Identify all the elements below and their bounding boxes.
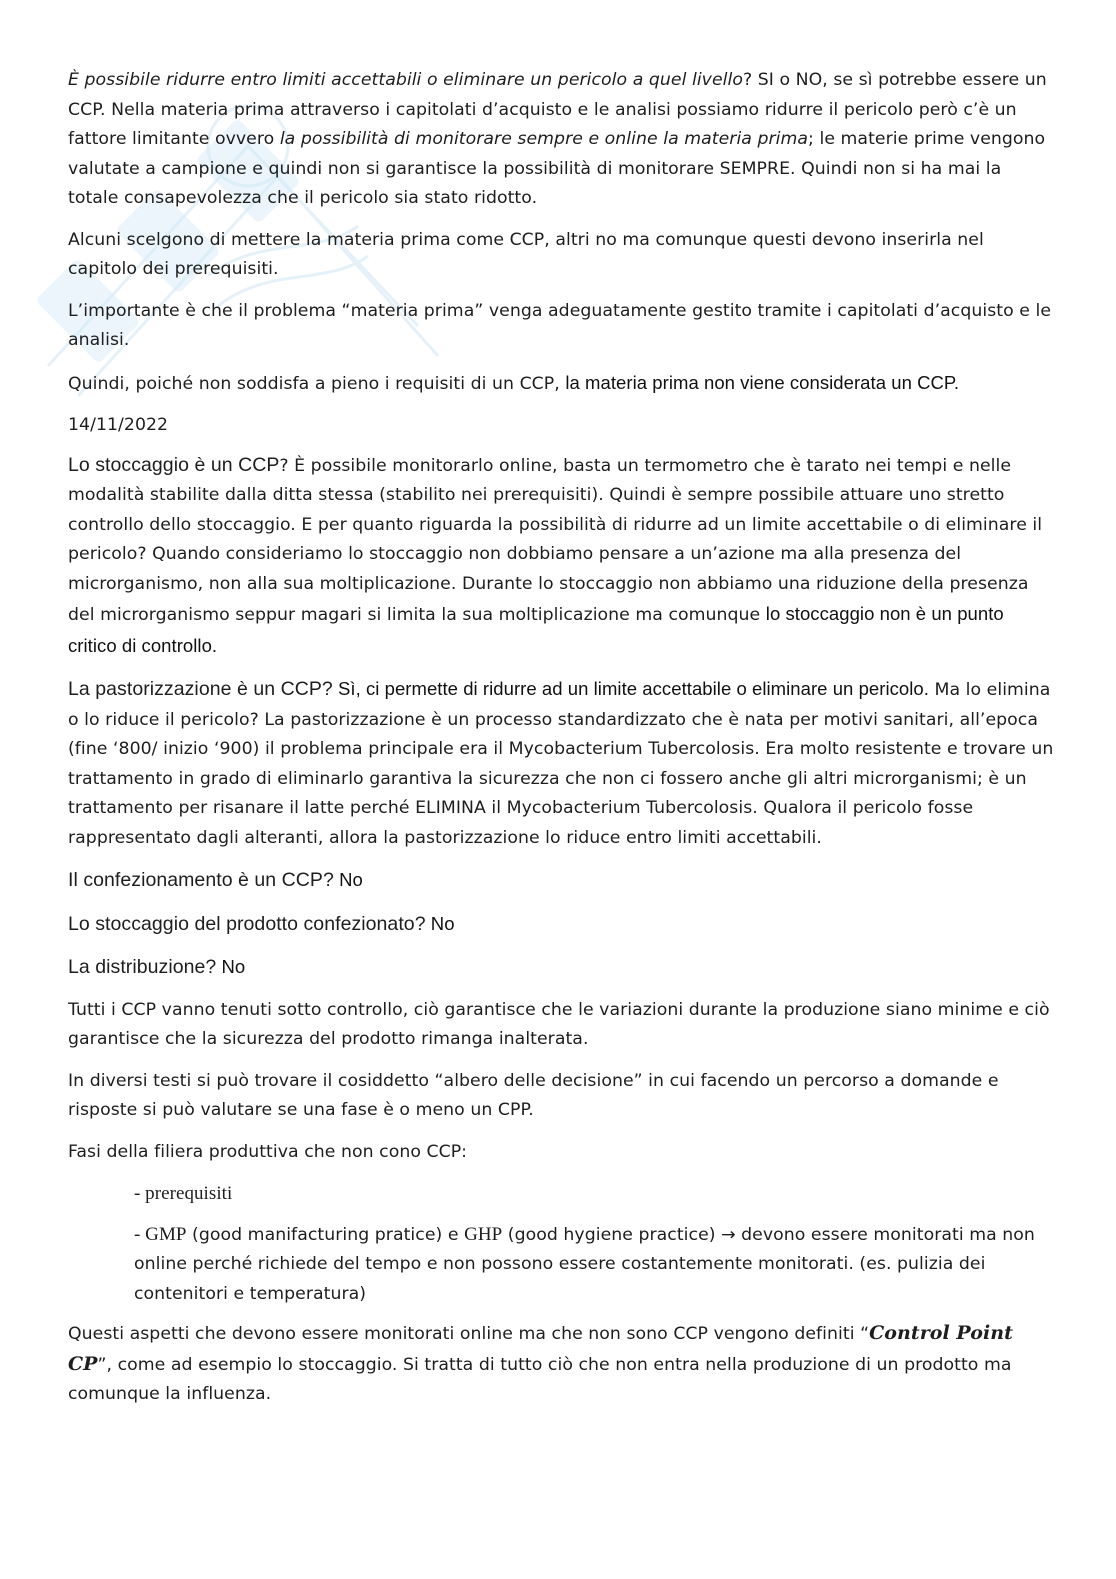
ghp-label: GHP <box>464 1223 503 1245</box>
non-ccp-list <box>68 1179 1054 1309</box>
paragraph-storage <box>68 451 1054 663</box>
control-point-term: Control Point CP <box>68 1322 1013 1375</box>
paragraph-text: ; le materie prime vengono valutate a campione e quindi non si garantisce la possibilità di monitorare SEMPRE. Quindi non si ha mai la totale consapevolezza che il pericolo sia stato ridotto. <box>68 129 1046 208</box>
paragraph-raw-material-question <box>68 66 1054 214</box>
document-page <box>68 66 1054 1422</box>
question-text: La distribuzione? <box>68 956 217 978</box>
paragraph-text: Questi aspetti che devono essere monitorati online ma che non sono CCP vengono definiti “ <box>68 1324 870 1344</box>
paragraph-text: ”, come ad esempio lo stoccaggio. Si tratta di tutto ciò che non entra nella produzione di un prodotto ma comunque la influenza. <box>68 1354 1012 1404</box>
list-item-text: (good manifacturing pratice) e <box>186 1224 465 1245</box>
paragraph-text: Ma lo elimina o lo riduce il pericolo? La pastorizzazione è un processo standardizzato che è nata per motivi sanitari, all’epoca (fine ‘800/ inizio ‘900) il problema principale era il Mycobacterium Tubercolosis. Era molto resistente e trovare un trattamento in grado di eliminarlo garantiva la sicurezza che non ci fossero anche gli altri microrganismi; è un trattamento per risanare il latte perché ELIMINA il Mycobacterium Tubercolosis. Qualora il pericolo fosse rappresentato dagli alteranti, allora la pastorizzazione lo riduce entro limiti accettabili. <box>68 680 1054 848</box>
paragraph-non-ccp-phases: Fasi della filiera produttiva che non cono CCP: <box>68 1141 468 1162</box>
paragraph-control-point <box>68 1319 1054 1410</box>
question-heading: La pastorizzazione è un CCP? <box>68 678 333 700</box>
answer-text: No <box>425 912 455 934</box>
paragraph-raw-material-management: L’importante è che il problema “materia prima” venga adeguatamente gestito tramite i capitolati d’acquisto e le analisi. <box>68 300 1052 350</box>
italic-question: È possibile ridurre entro limiti accettabili o eliminare un pericolo a quel livello <box>68 70 743 90</box>
paragraph-text: ? È possibile monitorarlo online, basta un termometro che è tarato nei tempi e nelle modalità stabilite dalla ditta stessa (stabilito nei prerequisiti). Quindi è sempre possibile attuare uno stretto controllo dello stoccaggio. E per quanto riguarda la possibilità di ridurre ad un limite accettabile o di eliminare il pericolo? Quando consideriamo lo stoccaggio non dobbiamo pensare a un’azione ma alla presenza del microrganismo, non alla sua moltiplicazione. Durante lo stoccaggio non abbiamo una riduzione della presenza del microrganismo seppur magari si limita la sua moltiplicazione ma comunque <box>68 455 1043 625</box>
question-packaging <box>68 865 1054 897</box>
question-text: Il confezionamento è un CCP? <box>68 869 334 891</box>
list-item-text: - prerequisiti <box>134 1183 233 1204</box>
answer-text: No <box>333 869 363 890</box>
question-text: Lo stoccaggio del prodotto confezionato? <box>68 912 426 935</box>
list-item <box>134 1179 1054 1210</box>
question-packaged-storage <box>68 909 1054 941</box>
paragraph-prerequisites: Alcuni scelgono di mettere la materia prima come CCP, altri no ma comunque questi devono inserirla nel capitolo dei prerequisiti. <box>68 229 984 279</box>
paragraph-text: ? SI o NO, se sì potrebbe essere un CCP. Nella materia prima attraverso i capitolati d’acquisto e le analisi possiamo ridurre il pericolo però c’è un fattore limitante ovvero <box>68 70 1047 149</box>
list-item <box>134 1220 1054 1310</box>
paragraph-decision-tree: In diversi testi si può trovare il cosiddetto “albero delle decisione” in cui facendo un percorso a domande e risposte si può valutare se una fase è o meno un CPP. <box>68 1070 999 1120</box>
question-distribution <box>68 952 1054 984</box>
lecture-date: 14/11/2022 <box>68 415 169 435</box>
conclusion-text: Sì, ci permette di ridurre ad un limite accettabile o eliminare un pericolo. <box>332 678 929 699</box>
question-heading: Lo stoccaggio è un CCP <box>68 453 280 476</box>
paragraph-text: Quindi, poiché non soddisfa a pieno i requisiti di un CCP, <box>68 373 566 394</box>
answer-text: No <box>216 956 246 977</box>
list-item-text: (good hygiene practice) → devono essere monitorati ma non online perché richiede del tempo e non possono essere costantemente monitorati. (es. pulizia dei contenitori e temperatura) <box>134 1224 1035 1304</box>
conclusion-text: lo stoccaggio non è un punto critico di controllo. <box>68 603 1004 656</box>
paragraph-ccp-control: Tutti i CCP vanno tenuti sotto controllo, ciò garantisce che le variazioni durante la produzione siano minime e ciò garantisce che la sicurezza del prodotto rimanga inalterata. <box>68 999 1050 1049</box>
paragraph-raw-material-conclusion <box>68 368 1054 400</box>
conclusion-text: la materia prima non viene considerata un CCP. <box>565 371 960 393</box>
paragraph-pasteurization <box>68 674 1054 853</box>
italic-text: la possibilità di monitorare sempre e online la materia prima <box>279 129 809 149</box>
gmp-label: - GMP <box>134 1223 187 1245</box>
